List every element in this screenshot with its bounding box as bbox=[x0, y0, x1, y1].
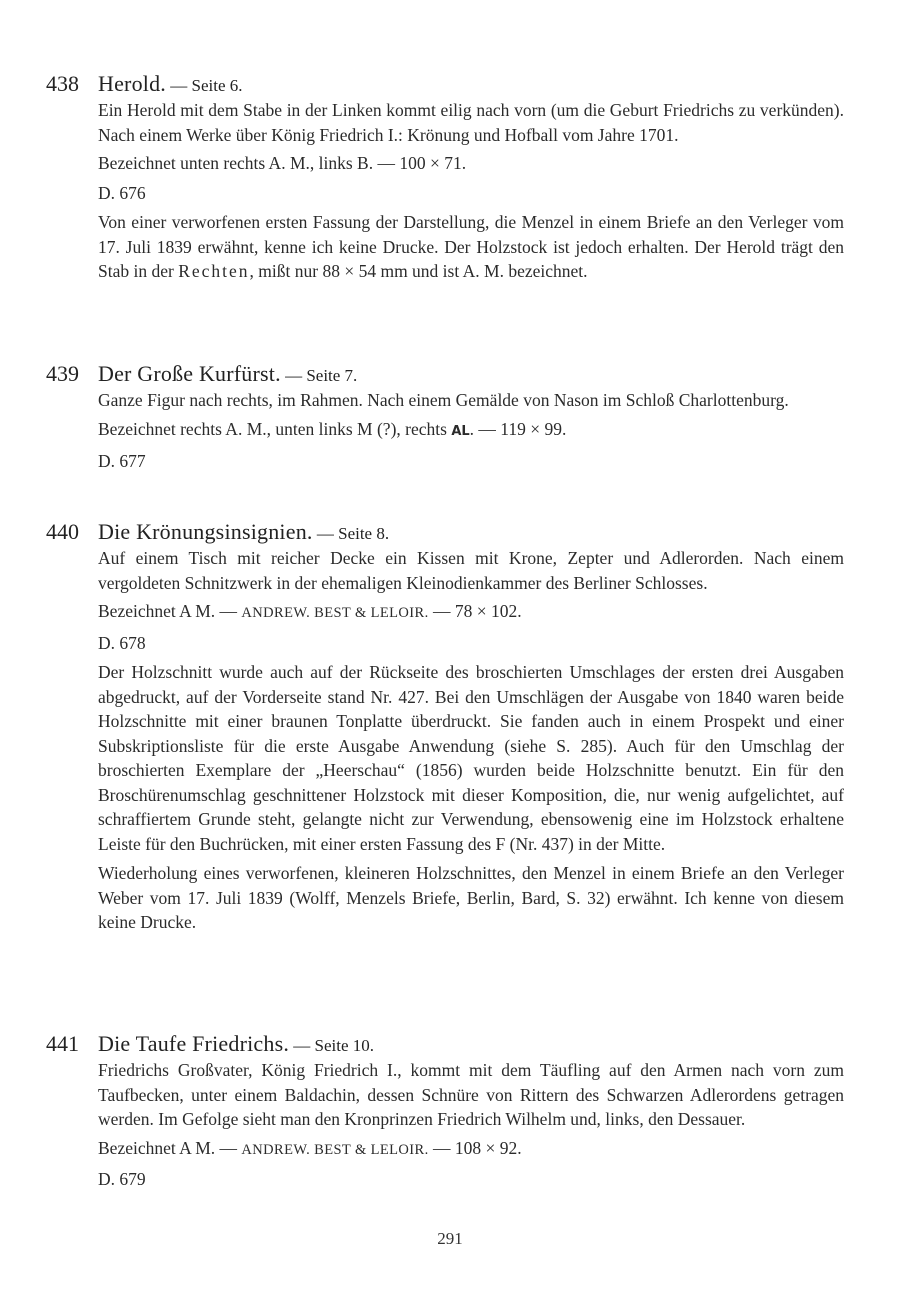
signature-text-end: — 78 × 102. bbox=[428, 601, 522, 621]
entry-page-reference: — Seite 7. bbox=[280, 366, 358, 385]
entry-body bbox=[98, 98, 844, 284]
entry-number: 439 bbox=[46, 361, 79, 386]
entry-number: 440 bbox=[46, 519, 79, 544]
entry-number: 441 bbox=[46, 1031, 79, 1056]
entry-d-number: D. 677 bbox=[98, 451, 146, 471]
entry-heading bbox=[46, 518, 846, 546]
entry-number: 438 bbox=[46, 71, 79, 96]
entry-heading bbox=[46, 70, 846, 98]
entry-d-number: D. 679 bbox=[98, 1169, 146, 1189]
monogram-mark: AL bbox=[451, 423, 470, 439]
catalog-entry-441 bbox=[46, 1030, 846, 1192]
entry-d-number: D. 676 bbox=[98, 182, 146, 203]
catalog-entry-438 bbox=[46, 70, 846, 284]
entry-title: Die Taufe Friedrichs. bbox=[98, 1031, 290, 1056]
entry-signature bbox=[98, 599, 844, 626]
page-number: 291 bbox=[437, 1229, 463, 1248]
entry-page-reference: — Seite 8. bbox=[312, 524, 390, 543]
entry-page-reference: — Seite 6. bbox=[166, 76, 243, 95]
entry-page-reference: — Seite 10. bbox=[289, 1036, 375, 1055]
entry-note bbox=[98, 210, 844, 284]
signature-text-start: Bezeichnet rechts A. M., unten links M (?), rechts bbox=[98, 418, 452, 439]
entry-signature bbox=[98, 1136, 844, 1163]
entry-body bbox=[98, 388, 844, 474]
entry-body bbox=[98, 546, 844, 935]
signature-text-end: — 108 × 92. bbox=[428, 1137, 522, 1158]
entry-note: Der Holzschnitt wurde auch auf der Rückseite des broschierten Umschlages der ersten drei Ausgaben abgedruckt, auf der Vorderseite stand Nr. 427. Bei den Umschlägen der Ausgabe von 1840 waren beide Holzschnitte mit einer braunen Tonplatte überdruckt. Sie fanden auch in einem Prospekt und einer Subskriptionsliste für die erste Ausgabe Anwendung (siehe S. 285). Auch für den Umschlag der broschierten Exemplare der „Heerschau“ (1856) wurden beide Holzschnitte benutzt. Ein für den Broschürenumschlag geschnittener Holzstock mit dieser Komposition, die, nur wenig aufgelichtet, auf schraffiertem Grunde steht, gelangte nicht zur Verwendung, ebensowenig eine im Holzstock erhaltene Leiste für den Buchrücken, mit einer ersten Fassung des F (Nr. 437) in der Mitte. bbox=[98, 662, 844, 854]
catalog-entry-440 bbox=[46, 518, 846, 935]
entry-heading bbox=[46, 360, 846, 388]
note-emphasis: Rechten bbox=[178, 261, 250, 281]
entry-description: Friedrichs Großvater, König Friedrich I., kommt mit dem Täufling auf den Armen nach vorn zum Taufbecken, unter einem Baldachin, dessen Schnüre von Rittern des Schwarzen Adlerordens getragen werden. Im Gefolge sieht man den Kronprinzen Friedrich Wilhelm und, links, den Dessauer. bbox=[98, 1060, 844, 1129]
signature-text-start: Bezeichnet A M. — bbox=[98, 601, 242, 621]
signature-engravers: ANDREW. BEST & LELOIR. bbox=[241, 605, 429, 621]
note-text-end: , mißt nur 88 × 54 mm und ist A. M. bezeichnet. bbox=[249, 261, 588, 281]
entry-body bbox=[98, 1058, 844, 1192]
signature-text-end: . — 119 × 99. bbox=[469, 418, 567, 439]
entry-signature: Bezeichnet unten rechts A. M., links B. — 100 × 71. bbox=[98, 153, 467, 173]
entry-description: Ein Herold mit dem Stabe in der Linken kommt eilig nach vorn (um die Geburt Friedrichs zu verkünden). Nach einem Werke über König Friedrich I.: Krönung und Hofball vom Jahre 1701. bbox=[98, 100, 844, 145]
entry-signature bbox=[98, 417, 844, 445]
entry-d-number: D. 678 bbox=[98, 632, 146, 653]
entry-title: Herold. bbox=[98, 71, 166, 96]
note-text-start: Von einer verworfenen ersten Fassung der Darstellung, die Menzel in einem Briefe an den Verleger vom 17. Juli 1839 erwähnt, kenne ich keine Drucke. Der Holzstock ist jedoch erhalten. Der Herold trägt den Stab in der bbox=[98, 212, 844, 281]
entry-title: Die Krönungsinsignien. bbox=[98, 519, 313, 544]
catalog-entry-439 bbox=[46, 360, 846, 474]
entry-title: Der Große Kurfürst. bbox=[98, 361, 281, 386]
entry-heading bbox=[46, 1030, 846, 1058]
entry-note-second: Wiederholung eines verworfenen, kleineren Holzschnittes, den Menzel in einem Briefe an den Verleger Weber vom 17. Juli 1839 (Wolff, Menzels Briefe, Berlin, Bard, S. 32) erwähnt. Ich kenne von diesem keine Drucke. bbox=[98, 863, 844, 932]
entry-description: Auf einem Tisch mit reicher Decke ein Kissen mit Krone, Zepter und Adlerorden. Nach einem vergoldeten Schnitzwerk in der ehemaligen Kleinodienkammer des Berliner Schlosses. bbox=[98, 548, 844, 593]
signature-engravers: ANDREW. BEST & LELOIR. bbox=[241, 1141, 429, 1158]
signature-text-start: Bezeichnet A M. — bbox=[98, 1137, 242, 1158]
entry-description: Ganze Figur nach rechts, im Rahmen. Nach einem Gemälde von Nason im Schloß Charlottenburg. bbox=[98, 390, 789, 410]
